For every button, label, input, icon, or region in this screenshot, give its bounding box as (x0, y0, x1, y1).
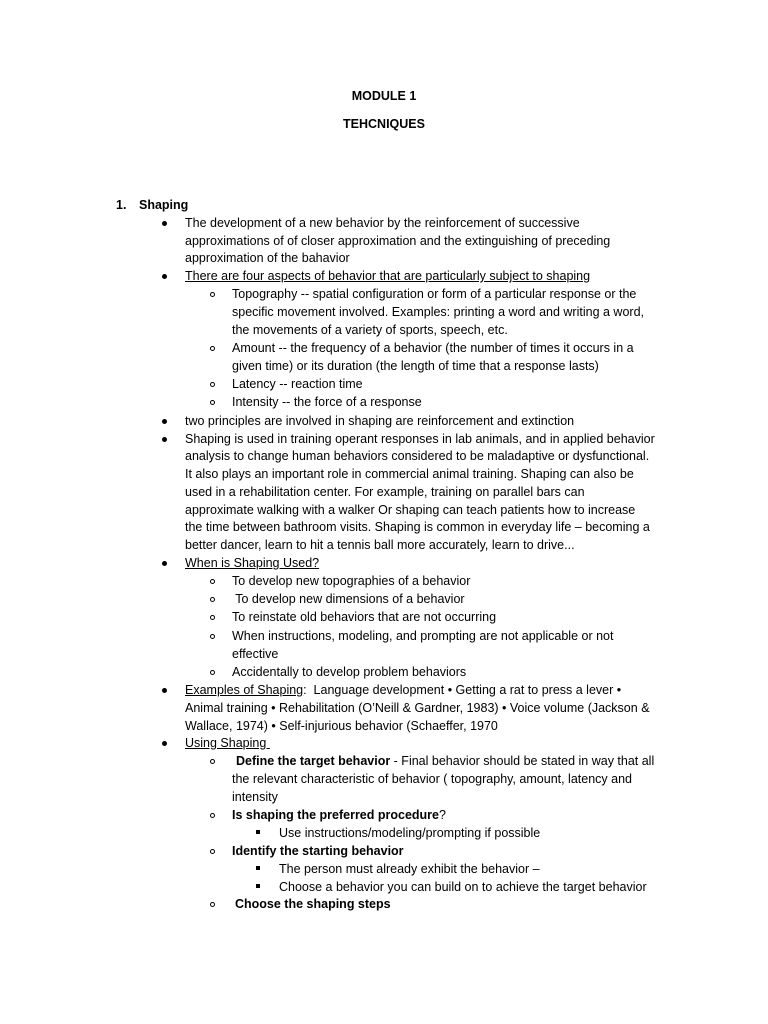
bullet-1-line-3: approximation of the bahavior (185, 251, 350, 265)
section-title: Shaping (139, 198, 189, 212)
when-item-4-line-1: When instructions, modeling, and prompting are not applicable or not (232, 629, 614, 643)
bullet-dot (162, 437, 167, 442)
bullet-6-line-3: Wallace, 1974) • Self-injurious behavior (Schaeffer, 1970 (185, 719, 498, 733)
bullet-dot (162, 419, 167, 424)
bullet-4-line-7: better dancer, learn to hit a tennis ball more accurately, learn to drive... (185, 538, 575, 552)
module-title: MODULE 1 (351, 89, 417, 103)
bullet-dot (162, 221, 167, 226)
circle-bullet (210, 292, 215, 297)
bullet-1-line-1: The development of a new behavior by the reinforcement of successive (185, 216, 580, 230)
aspect-amount-2: given time) or its duration (the length of time that a response lasts) (232, 359, 599, 373)
step-4-heading: Choose the shaping steps (235, 897, 391, 911)
square-bullet (256, 866, 260, 870)
bullet-5-text: When is Shaping Used? (185, 556, 320, 570)
bullet-2-text: There are four aspects of behavior that are particularly subject to shaping (185, 269, 591, 283)
bullet-dot (162, 274, 167, 279)
circle-bullet (210, 400, 215, 405)
circle-bullet (210, 813, 215, 818)
using-step-1-line-3: intensity (232, 790, 278, 804)
square-bullet (256, 830, 260, 834)
bullet-dot (162, 741, 167, 746)
bullet-4-line-1: Shaping is used in training operant responses in lab animals, and in applied behavior (185, 432, 655, 446)
bullet-6-line-1 (185, 681, 621, 699)
examples-label: Examples of Shaping (185, 683, 304, 697)
bullet-7-text: Using Shaping (185, 736, 270, 750)
circle-bullet (210, 670, 215, 675)
step-1-heading: Define the target behavior (236, 754, 391, 768)
circle-bullet (210, 902, 215, 907)
when-item-1: To develop new topographies of a behavior (232, 574, 471, 588)
circle-bullet (210, 579, 215, 584)
circle-bullet (210, 615, 215, 620)
bullet-4-line-2: analysis to change human behaviors considered to be maladaptive or dysfunctional. (185, 449, 650, 463)
bullet-4-line-4: used in a rehabilitation center. For example, training on parallel bars can (185, 485, 585, 499)
bullet-dot (162, 561, 167, 566)
using-step-2 (232, 806, 446, 824)
bullet-4-line-5: approximate walking with a walker Or shaping can teach patients how to increase (185, 503, 636, 517)
aspect-topography-2: specific movement involved. Examples: printing a word and writing a word, (232, 305, 644, 319)
aspect-latency: Latency -- reaction time (232, 377, 363, 391)
circle-bullet (210, 849, 215, 854)
using-step-1-line-2: the relevant characteristic of behavior ( topography, amount, latency and (232, 772, 632, 786)
using-step-1-line-1 (236, 752, 654, 770)
step-2-sub: Use instructions/modeling/prompting if possible (279, 826, 541, 840)
circle-bullet (210, 346, 215, 351)
section-number: 1. (116, 198, 127, 212)
step-2-heading: Is shaping the preferred procedure (232, 808, 439, 822)
when-item-3: To reinstate old behaviors that are not occurring (232, 610, 497, 624)
square-bullet (256, 884, 260, 888)
bullet-6-line-2: Animal training • Rehabilitation (O’Neill & Gardner, 1983) • Voice volume (Jackson & (185, 701, 650, 715)
aspect-intensity: Intensity -- the force of a response (232, 395, 422, 409)
aspect-topography-1: Topography -- spatial configuration or form of a particular response or the (232, 287, 637, 301)
examples-rest: : Language development • Getting a rat to press a lever • (303, 683, 622, 697)
aspect-topography-3: the movements of a variety of sports, speech, etc. (232, 323, 508, 337)
circle-bullet (210, 634, 215, 639)
step-3-sub-2: Choose a behavior you can build on to achieve the target behavior (279, 880, 647, 894)
step-1-text: - Final behavior should be stated in way that all (390, 754, 655, 768)
circle-bullet (210, 382, 215, 387)
aspect-amount-1: Amount -- the frequency of a behavior (the number of times it occurs in a (232, 341, 634, 355)
step-3-heading: Identify the starting behavior (232, 844, 404, 858)
module-subtitle: TEHCNIQUES (343, 117, 425, 131)
bullet-1-line-2: approximations of of closer approximation and the extinguishing of preceding (185, 234, 611, 248)
bullet-dot (162, 688, 167, 693)
bullet-4-line-6: the time between bathroom visits. Shaping is common in everyday life – becoming a (185, 520, 650, 534)
when-item-5: Accidentally to develop problem behaviors (232, 665, 467, 679)
step-3-sub-1: The person must already exhibit the behavior – (279, 862, 540, 876)
bullet-4-line-3: It also plays an important role in commercial animal training. Shaping can also be (185, 467, 634, 481)
when-item-2: To develop new dimensions of a behavior (232, 592, 465, 606)
circle-bullet (210, 759, 215, 764)
step-2-punct: ? (439, 808, 446, 822)
when-item-4-line-2: effective (232, 647, 279, 661)
circle-bullet (210, 597, 215, 602)
bullet-3-text: two principles are involved in shaping are reinforcement and extinction (185, 414, 575, 428)
